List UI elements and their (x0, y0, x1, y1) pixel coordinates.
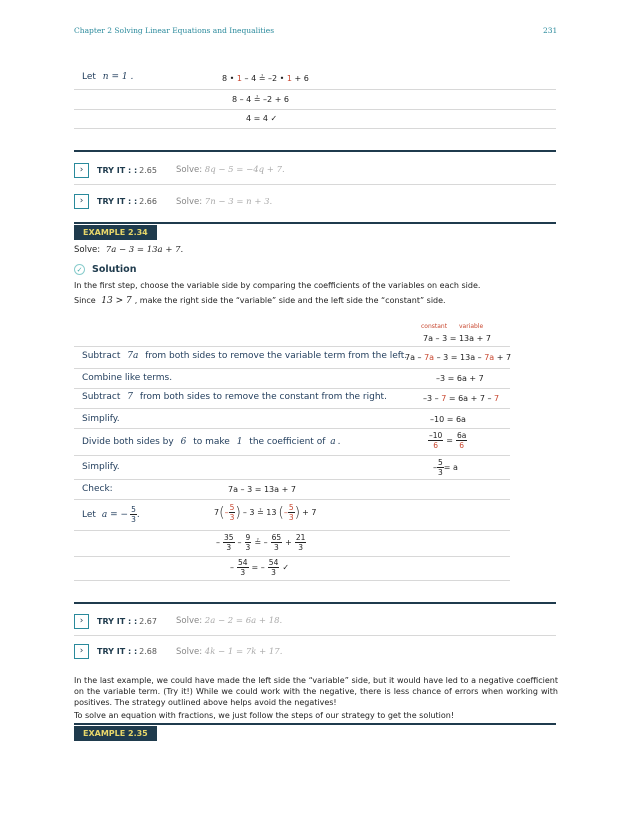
example-problem: Solve: 7a − 3 = 13a + 7. (74, 245, 184, 255)
check-circle-icon: ✓ (74, 264, 85, 275)
variable-label: variable (459, 323, 484, 330)
check-equation: 7a – 3 = 13a + 7 (228, 485, 296, 494)
try-it-2-68-problem: Solve: 4k − 1 = 7k + 17. (176, 647, 283, 657)
example-badge: EXAMPLE 2.34 (74, 225, 157, 240)
check-sub-eq-1: 7 ( – $\frac{5}{3}$ ) – 3 ≟ 13 ( – $\frac{5}{3}$ ) + 7 (214, 503, 317, 522)
chevron-right-icon[interactable]: › (74, 614, 89, 629)
check-eq-1: 8 • 1 – 4 ≟ –2 • 1 + 6 (222, 74, 309, 83)
closing-paragraph-2: To solve an equation with fractions, we just follow the steps of our strategy to get the solution! (74, 711, 455, 720)
check-sub-eq-3: – $\frac{54}{3}$ = – $\frac{54}{3}$ ✓ (230, 558, 290, 577)
step-1-eq: 7a – 7a – 3 = 13a – 7a + 7 (405, 353, 512, 362)
closing-paragraph-1: In the last example, we could have made the left side the “variable” side, but it would have led to a negative coefficient on the variable term. (Try it!) While we could work with the negative, there is less chance of errors when working with positives. The strategy outlined above helps avoid the negatives! (74, 676, 558, 707)
try-it-2-66[interactable]: › TRY IT : : 2.66 (74, 193, 157, 209)
try-it-2-67[interactable]: › TRY IT : : 2.67 (74, 613, 157, 629)
check-eq-2: 8 – 4 ≟ –2 + 6 (232, 95, 290, 104)
chevron-right-icon[interactable]: › (74, 194, 89, 209)
chevron-right-icon[interactable]: › (74, 644, 89, 659)
solution-intro-1: In the first step, choose the variable side by comparing the coefficients of the variables on each side. (74, 281, 481, 290)
page-number: 231 (543, 26, 558, 35)
step-5-text: Divide both sides by 6 to make 1 the coefficient of a . (82, 437, 341, 447)
solution-intro-2: Since 13 > 7 , make the right side the “variable” side and the left side the “constant” side. (74, 296, 446, 306)
step-2-eq: –3 = 6a + 7 (436, 374, 484, 383)
let-a-row: Let a = − $\frac{5}{3}$ . (82, 505, 140, 524)
base-equation: 7a – 3 = 13a + 7 (423, 334, 491, 343)
let-math: n = 1 . (102, 72, 134, 82)
step-6-eq: – $\frac{5}{3}$ = a (433, 458, 458, 477)
step-1-text: Subtract 7a from both sides to remove the variable term from the left. (82, 351, 408, 361)
try-it-2-65-problem: Solve: 8q − 5 = −4q + 7. (176, 165, 285, 175)
check-label: Check: (82, 484, 113, 494)
chapter-header: Chapter 2 Solving Linear Equations and Inequalities (74, 26, 275, 35)
let-row (82, 72, 133, 82)
example-2-35-badge: EXAMPLE 2.35 (74, 726, 157, 741)
check-eq-3: 4 = 4 ✓ (246, 114, 278, 123)
chevron-right-icon[interactable]: › (74, 163, 89, 178)
step-5-eq: $\frac{-10}{6}$ = $\frac{6a}{6}$ (429, 431, 467, 450)
try-it-2-68[interactable]: › TRY IT : : 2.68 (74, 643, 157, 659)
check-sub-eq-2: – $\frac{35}{3}$ – $\frac{9}{3}$ ≟ – $\frac{65}{3}$ + $\frac{21}{3}$ (216, 533, 306, 552)
try-it-2-67-problem: Solve: 2a − 2 = 6a + 18. (176, 616, 283, 626)
step-4-eq: –10 = 6a (430, 415, 466, 424)
step-6-text: Simplify. (82, 462, 120, 472)
try-it-2-65[interactable]: › TRY IT : : 2.65 (74, 162, 157, 178)
try-it-2-66-problem: Solve: 7n − 3 = n + 3. (176, 197, 273, 207)
step-3-eq: –3 – 7 = 6a + 7 – 7 (423, 394, 500, 403)
constant-label: constant (421, 323, 448, 330)
step-3-text: Subtract 7 from both sides to remove the constant from the right. (82, 392, 387, 402)
step-2-text: Combine like terms. (82, 373, 173, 383)
let-label: Let (82, 72, 96, 82)
step-4-text: Simplify. (82, 414, 120, 424)
solution-heading: ✓ Solution (74, 264, 136, 275)
